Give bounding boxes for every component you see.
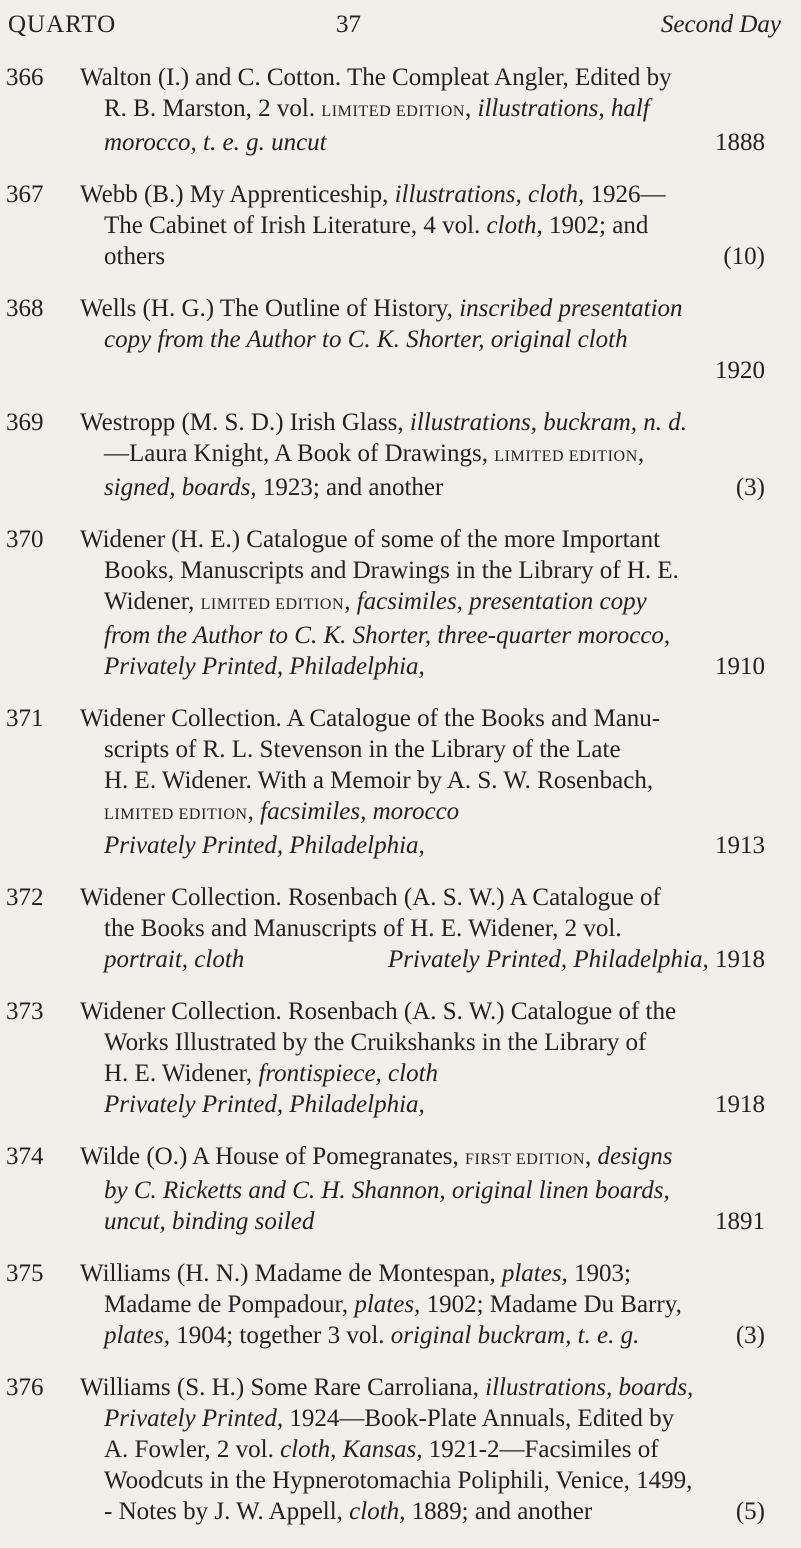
- lot-description: [80, 1258, 765, 1351]
- text-segment: Wilde (O.) A House of Pomegranates,: [80, 1143, 466, 1170]
- text-segment: Widener,: [104, 588, 201, 615]
- lot-description: [80, 407, 765, 503]
- text-segment: Wells (H. G.) The Outline of History,: [80, 295, 460, 322]
- lot-description: [80, 524, 765, 682]
- text-segment: plates,: [104, 1322, 170, 1349]
- text-segment: plates,: [354, 1291, 421, 1318]
- text-segment: Madame de Pompadour,: [104, 1291, 355, 1318]
- lot-description: [80, 996, 765, 1120]
- description-line: [80, 703, 765, 734]
- text-segment: portrait, cloth: [104, 946, 245, 973]
- text-segment: copy from the Author to C. K. Shorter, original cloth: [104, 326, 628, 353]
- lot-description: [80, 1372, 765, 1527]
- catalogue-entry: [0, 996, 801, 1120]
- lot-description: [80, 882, 765, 975]
- text-segment: Williams (H. N.) Madame de Montespan,: [80, 1260, 502, 1287]
- text-segment: (3): [735, 1322, 765, 1349]
- text-segment: Privately Printed, Philadelphia,: [104, 653, 425, 680]
- text-segment: Works Illustrated by the Cruikshanks in the Library of: [104, 1029, 647, 1056]
- text-segment: 1924—Book-Plate Annuals, Edited by: [283, 1405, 675, 1432]
- text-segment: facsimiles, presentation copy: [356, 588, 647, 615]
- text-segment: LIMITED EDITION: [321, 103, 465, 120]
- text-segment: 1902; and: [542, 212, 649, 239]
- text-segment: 1913: [715, 832, 765, 859]
- description-line: [80, 555, 765, 586]
- text-segment: LIMITED EDITION: [200, 596, 345, 613]
- description-line: [80, 1372, 765, 1403]
- text-segment: 1902; Madame Du Barry,: [420, 1291, 682, 1318]
- catalogue-entry: [0, 293, 801, 386]
- description-line: [80, 293, 765, 324]
- header-format: QUARTO: [8, 11, 117, 38]
- catalogue-entry: [0, 1372, 801, 1527]
- header-day: Second Day: [660, 11, 781, 38]
- lot-number: 367: [6, 181, 44, 208]
- text-segment: LIMITED EDITION: [104, 806, 248, 823]
- description-line: [80, 830, 765, 861]
- text-segment: (3): [735, 474, 765, 501]
- text-segment: ,: [247, 798, 261, 825]
- lot-number: 370: [6, 526, 44, 553]
- text-segment: LIMITED EDITION: [494, 448, 638, 465]
- text-segment: Privately Printed, Philadelphia,: [387, 946, 709, 973]
- description-line: [80, 1434, 765, 1465]
- description-line: [80, 620, 765, 651]
- lot-description: [80, 179, 765, 272]
- text-segment: ,: [344, 588, 357, 615]
- description-line: [80, 324, 765, 355]
- imprint: [715, 1089, 765, 1120]
- text-segment: Widener Collection. Rosenbach (A. S. W.) A Catalogue of: [80, 884, 661, 911]
- lot-number: 371: [6, 705, 44, 732]
- text-segment: facsimiles, morocco: [260, 798, 460, 825]
- description-line: [80, 913, 765, 944]
- catalogue-entry: [0, 882, 801, 975]
- text-segment: 1920: [715, 357, 765, 384]
- description-line: [80, 1175, 765, 1206]
- description-line: [80, 179, 765, 210]
- text-segment: Privately Printed, Philadelphia,: [104, 1091, 425, 1118]
- text-segment: Woodcuts in the Hypnerotomachia Poliphili, Venice, 1499,: [104, 1467, 693, 1494]
- text-segment: illustrations, cloth,: [394, 181, 585, 208]
- text-segment: FIRST EDITION: [465, 1151, 585, 1168]
- text-segment: - Notes by J. W. Appell,: [104, 1498, 350, 1525]
- description-line: [80, 996, 765, 1027]
- text-segment: morocco, t. e. g. uncut: [104, 129, 327, 156]
- text-segment: cloth,: [349, 1498, 406, 1525]
- description-line: [80, 796, 765, 830]
- text-segment: illustrations, half: [477, 95, 650, 122]
- catalogue-entry: [0, 524, 801, 682]
- text-segment: 1888: [715, 129, 765, 156]
- imprint: [715, 651, 765, 682]
- lot-number: 374: [6, 1143, 44, 1170]
- imprint: [715, 830, 765, 861]
- text-segment: (10): [723, 243, 765, 270]
- lot-number: 368: [6, 295, 44, 322]
- text-segment: inscribed presentation: [459, 295, 683, 322]
- text-segment: cloth,: [486, 212, 543, 239]
- description-line: [80, 524, 765, 555]
- text-segment: —Laura Knight, A Book of Drawings,: [104, 440, 495, 467]
- text-segment: 1910: [715, 653, 765, 680]
- description-line: [80, 1058, 765, 1089]
- text-segment: 1918: [708, 946, 765, 973]
- text-segment: by C. Ricketts and C. H. Shannon, original linen boards,: [104, 1177, 670, 1204]
- description-line: [80, 734, 765, 765]
- text-segment: 1904; together 3 vol.: [169, 1322, 391, 1349]
- lot-number: 373: [6, 998, 44, 1025]
- text-segment: plates,: [501, 1260, 568, 1287]
- text-segment: Books, Manuscripts and Drawings in the Library of H. E.: [104, 557, 679, 584]
- lot-number: 366: [6, 64, 44, 91]
- description-line: [80, 586, 765, 620]
- text-segment: the Books and Manuscripts of H. E. Widener, 2 vol.: [104, 915, 622, 942]
- lot-description: [80, 703, 765, 861]
- text-segment: 1921-2—Facsimiles of: [422, 1436, 659, 1463]
- description-line: [80, 407, 765, 438]
- text-segment: ,: [584, 1143, 598, 1170]
- description-line: [80, 1027, 765, 1058]
- text-segment: Walton (I.) and C. Cotton. The Compleat Angler, Edited by: [80, 64, 672, 91]
- description-line: [80, 1403, 765, 1434]
- text-segment: H. E. Widener. With a Memoir by A. S. W. Rosenbach,: [104, 767, 654, 794]
- description-line: [80, 1089, 765, 1120]
- lot-number: 372: [6, 884, 44, 911]
- description-line: [80, 210, 765, 241]
- text-segment: Westropp (M. S. D.) Irish Glass,: [80, 409, 410, 436]
- text-segment: from the Author to C. K. Shorter, three-quarter morocco,: [104, 622, 671, 649]
- text-segment: Privately Printed,: [104, 1405, 284, 1432]
- lot-number: 369: [6, 409, 44, 436]
- text-segment: signed, boards,: [104, 474, 257, 501]
- text-segment: Privately Printed, Philadelphia,: [104, 832, 425, 859]
- text-segment: ,: [637, 440, 645, 467]
- description-line: [80, 93, 765, 127]
- text-segment: illustrations, boards,: [485, 1374, 694, 1401]
- lot-description: [80, 293, 765, 386]
- text-segment: illustrations, buckram, n. d.: [409, 409, 688, 436]
- description-line: [80, 1258, 765, 1289]
- text-segment: Widener Collection. A Catalogue of the Books and Manu-: [80, 705, 661, 732]
- text-segment: frontispiece, cloth: [258, 1060, 439, 1087]
- page-number: 37: [336, 11, 361, 38]
- catalogue-entry: [0, 1258, 801, 1351]
- description-line: [80, 1465, 765, 1496]
- text-segment: cloth, Kansas,: [280, 1436, 423, 1463]
- description-line: [80, 241, 765, 272]
- text-segment: uncut, binding soiled: [104, 1208, 315, 1235]
- text-segment: 1889; and another: [405, 1498, 593, 1525]
- imprint: [388, 944, 765, 975]
- description-line: [80, 1320, 765, 1351]
- text-segment: Webb (B.) My Apprenticeship,: [80, 181, 395, 208]
- catalogue-entry: [0, 407, 801, 503]
- description-line: [80, 765, 765, 796]
- text-segment: ,: [465, 95, 478, 122]
- description-line: [80, 1289, 765, 1320]
- description-line: [80, 1496, 765, 1527]
- text-segment: 1903;: [567, 1260, 631, 1287]
- description-line: [80, 355, 765, 386]
- description-line: [80, 944, 765, 975]
- text-segment: H. E. Widener,: [104, 1060, 259, 1087]
- text-segment: 1891: [715, 1208, 765, 1235]
- description-line: [80, 472, 765, 503]
- lot-number: 376: [6, 1374, 44, 1401]
- page-header: [8, 8, 781, 42]
- description-line: [80, 882, 765, 913]
- text-segment: R. B. Marston, 2 vol.: [104, 95, 322, 122]
- text-segment: 1926—: [584, 181, 666, 208]
- text-segment: original buckram, t. e. g.: [390, 1322, 640, 1349]
- lot-description: [80, 62, 765, 158]
- text-segment: (5): [735, 1498, 765, 1525]
- text-segment: 1923; and another: [256, 474, 444, 501]
- text-segment: Williams (S. H.) Some Rare Carroliana,: [80, 1374, 486, 1401]
- catalogue-entry: [0, 1141, 801, 1237]
- catalogue-entry: [0, 703, 801, 861]
- text-segment: others: [104, 243, 166, 270]
- text-segment: 1918: [715, 1091, 765, 1118]
- description-line: [80, 1206, 765, 1237]
- catalogue-entry: [0, 62, 801, 158]
- text-segment: designs: [597, 1143, 673, 1170]
- lot-description: [80, 1141, 765, 1237]
- description-line: [80, 127, 765, 158]
- text-segment: A. Fowler, 2 vol.: [104, 1436, 281, 1463]
- text-segment: The Cabinet of Irish Literature, 4 vol.: [104, 212, 487, 239]
- lot-number: 375: [6, 1260, 44, 1287]
- description-line: [80, 1141, 765, 1175]
- text-segment: Widener (H. E.) Catalogue of some of the more Important: [80, 526, 661, 553]
- description-line: [80, 651, 765, 682]
- catalogue-entries: [0, 62, 801, 1548]
- text-segment: Widener Collection. Rosenbach (A. S. W.) Catalogue of the: [80, 998, 677, 1025]
- description-line: [80, 62, 765, 93]
- catalogue-entry: [0, 179, 801, 272]
- text-segment: scripts of R. L. Stevenson in the Library of the Late: [104, 736, 621, 763]
- description-line: [80, 438, 765, 472]
